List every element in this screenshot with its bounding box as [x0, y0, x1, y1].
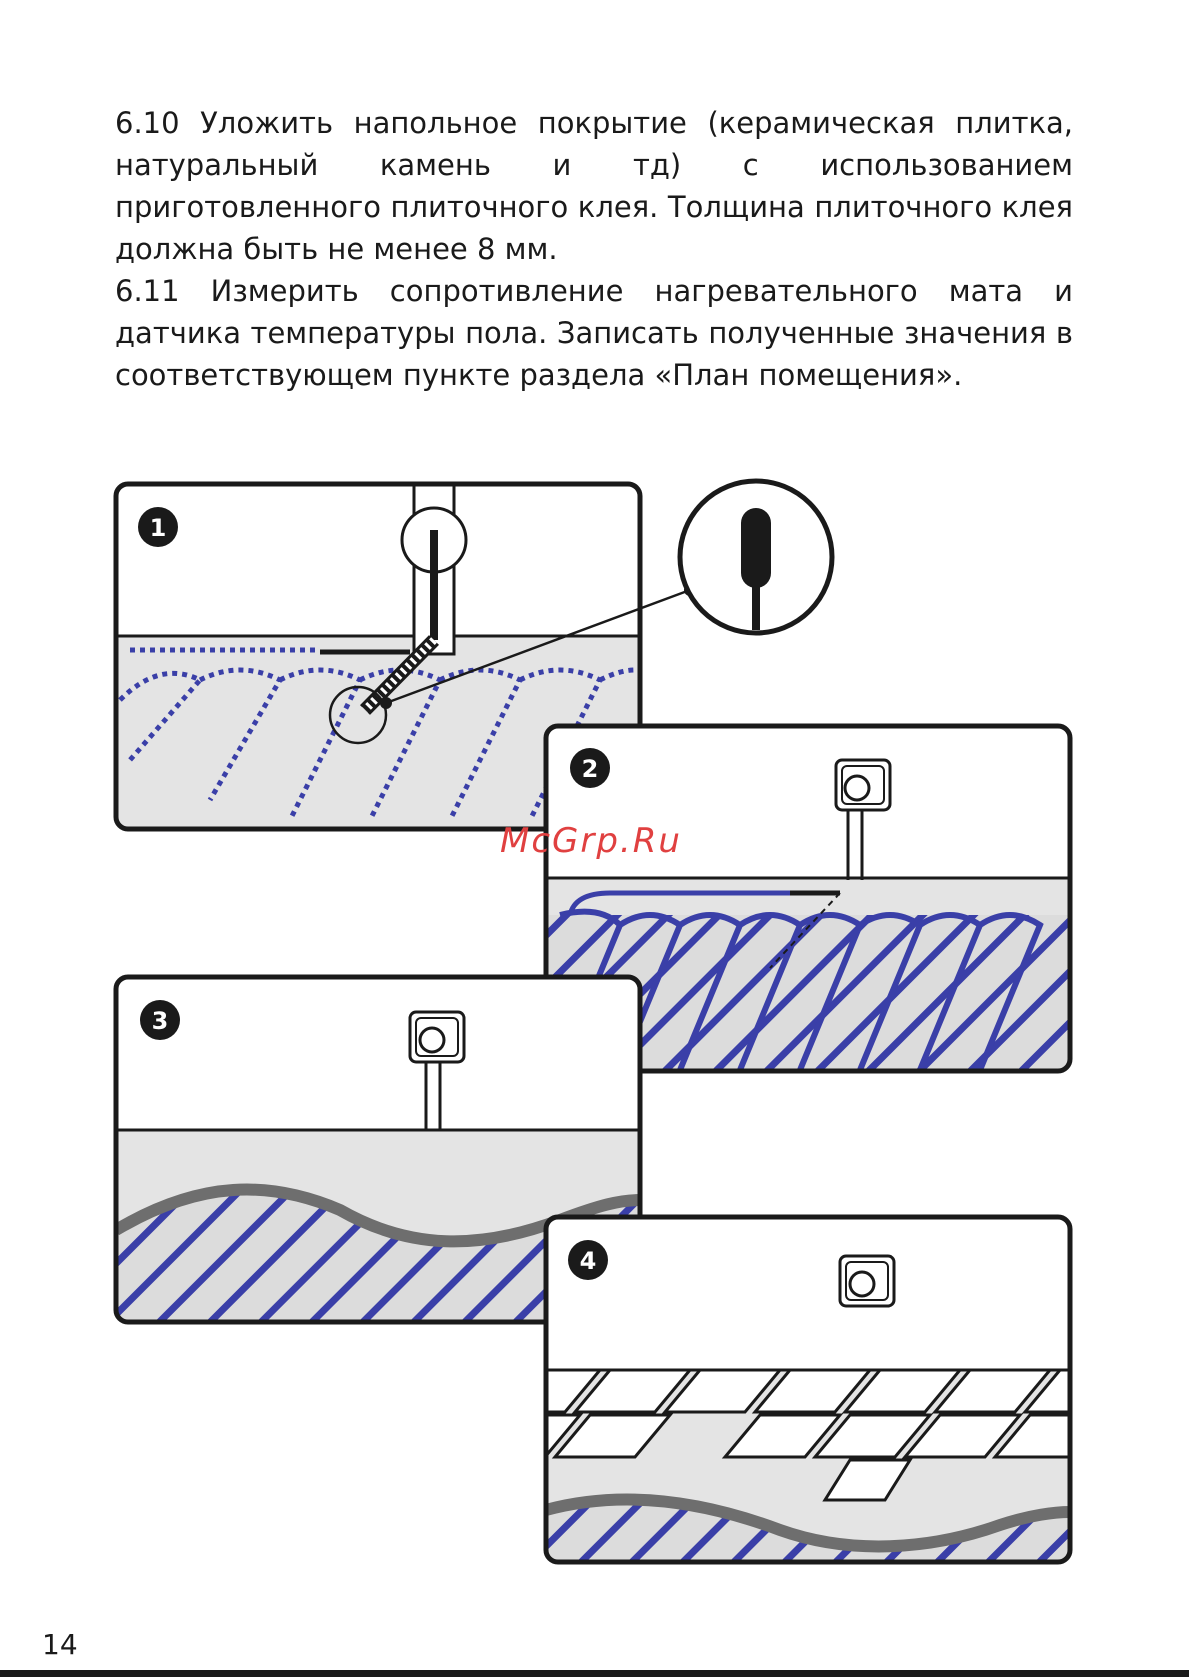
paragraph-6-11: 6.11 Измерить сопротивление нагревательного мата и датчика температуры пола. Записать полученные значения в соответствующем пункте раздела «План помещения».	[115, 274, 1073, 392]
step-4-panel	[545, 1217, 1070, 1562]
step-4-number: 4	[579, 1247, 597, 1275]
step-1-number: 1	[149, 514, 167, 542]
bottom-rule	[0, 1670, 1189, 1677]
paragraph-6-10: 6.10 Уложить напольное покрытие (керамическая плитка, натуральный камень и тд) с использованием приготовленного плиточного клея. Толщина плиточного клея должна быть не менее 8 мм.	[115, 106, 1073, 266]
step-3-number: 3	[151, 1007, 169, 1035]
page-number: 14	[42, 1628, 78, 1661]
watermark: McGrp.Ru	[500, 821, 682, 861]
step-2-number: 2	[581, 755, 599, 783]
